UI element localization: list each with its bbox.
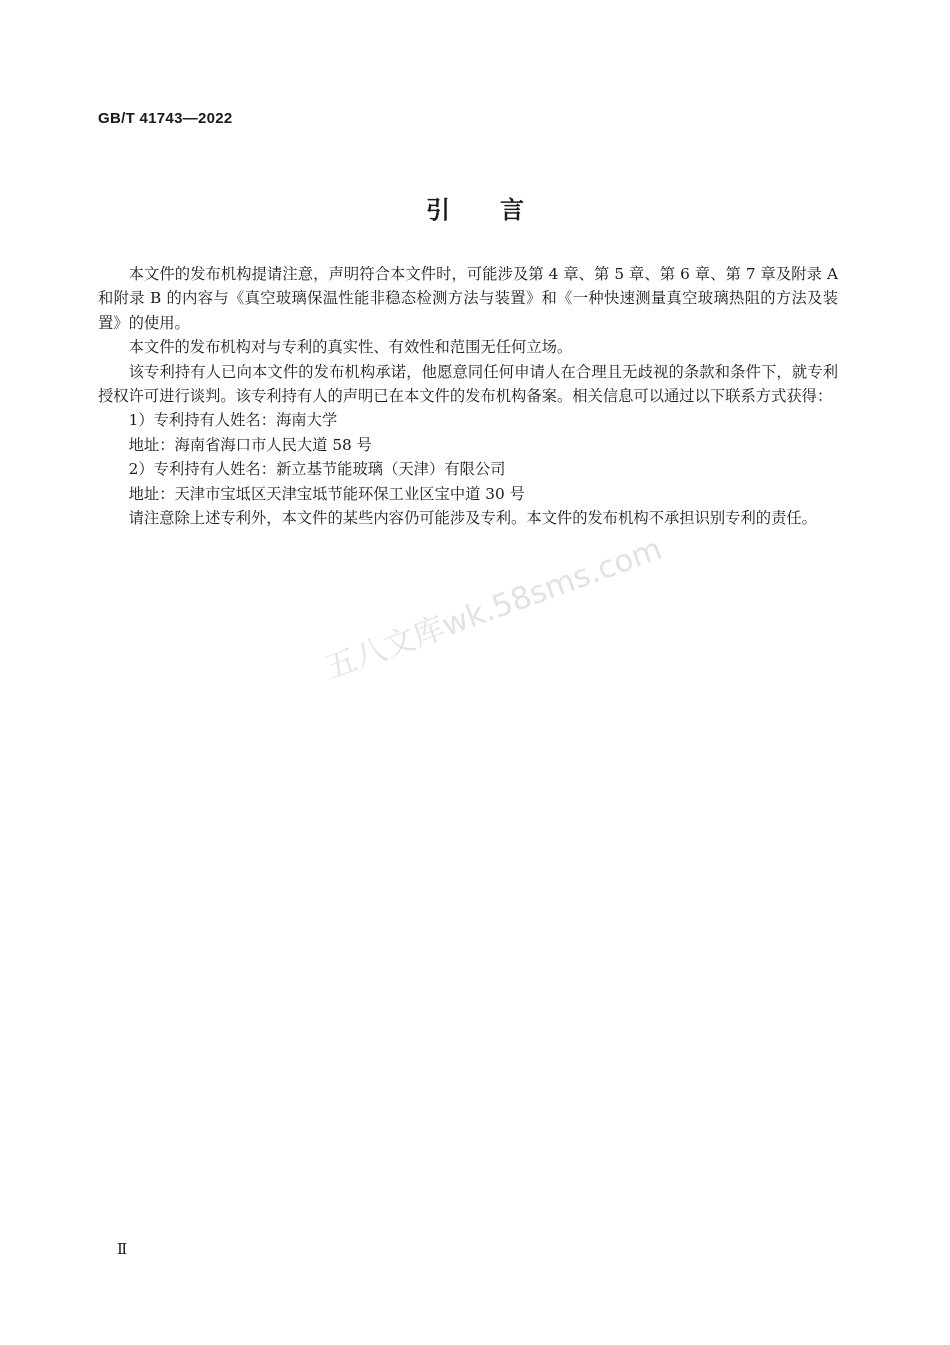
document-body: [98, 262, 838, 530]
paragraph-no-position: 本文件的发布机构对与专利的真实性、有效性和范围无任何立场。: [128, 338, 573, 357]
paragraph-patent-notice: 本文件的发布机构提请注意，声明符合本文件时，可能涉及第 4 章、第 5 章、第 6 章、第 7 章及附录 A 和附录 B 的内容与《真空玻璃保温性能非稳态检测方法与装置》和《一种快速测量真空玻璃热阻的方法及装置》的使用。: [98, 265, 838, 332]
paragraph-holder-1-address: 地址：海南省海口市人民大道 58 号: [128, 435, 372, 454]
standard-code: GB/T 41743—2022: [98, 110, 233, 127]
watermark: 五八文库wk.58sms.com: [320, 531, 667, 687]
section-title: 引言: [426, 196, 574, 224]
paragraph-other-patents: 请注意除上述专利外，本文件的某些内容仍可能涉及专利。本文件的发布机构不承担识别专利的责任。: [128, 509, 817, 528]
page-number: Ⅱ: [117, 1240, 128, 1258]
paragraph-holder-2-name: 2）专利持有人姓名：新立基节能玻璃（天津）有限公司: [128, 460, 506, 479]
paragraph-holder-commitment: 该专利持有人已向本文件的发布机构承诺，他愿意同任何申请人在合理且无歧视的条款和条件下，就专利授权许可进行谈判。该专利持有人的声明已在本文件的发布机构备案。相关信息可以通过以下联系方式获得：: [98, 362, 838, 406]
paragraph-holder-2-address: 地址：天津市宝坻区天津宝坻节能环保工业区宝中道 30 号: [128, 484, 525, 503]
paragraph-holder-1-name: 1）专利持有人姓名：海南大学: [128, 411, 338, 430]
